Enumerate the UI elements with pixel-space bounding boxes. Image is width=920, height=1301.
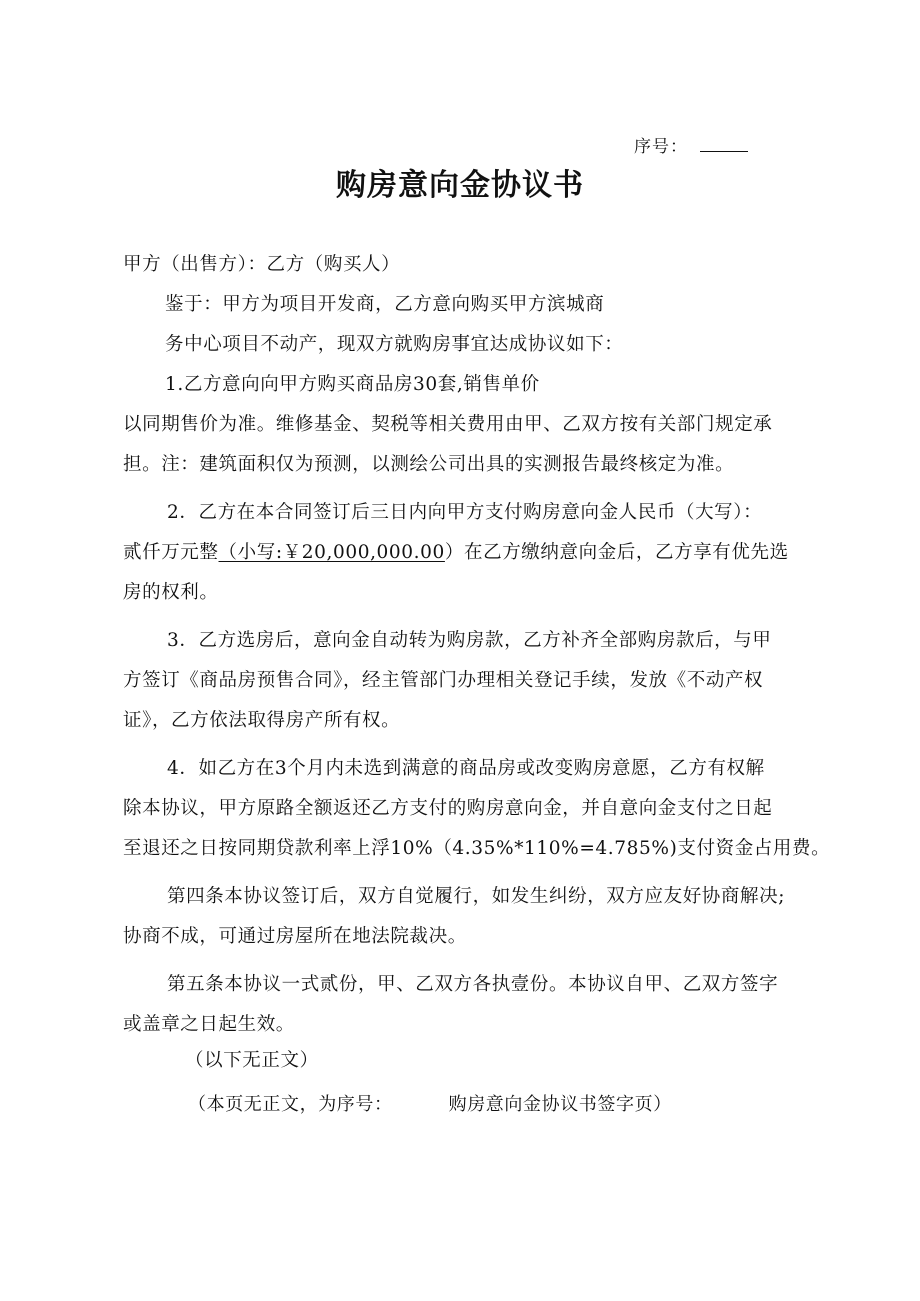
- signature-page-note: [188, 1090, 672, 1116]
- clause-1-line-3: 担。注：建筑面积仅为预测，以测绘公司出具的实测报告最终核定为准。: [123, 454, 735, 475]
- clause-4-line-3: 至退还之日按同期贷款利率上浮10%（4.35%*110%=4.785%)支付资金占用费。: [123, 838, 831, 859]
- serial-blank: [700, 139, 748, 152]
- clause-2-line-2-rest: ）在乙方缴纳意向金后，乙方享有优先选: [444, 542, 789, 563]
- end-of-text-note: （以下无正文）: [185, 1050, 319, 1071]
- clause-1-line-2: 以同期售价为准。维修基金、契税等相关费用由甲、乙双方按有关部门规定承: [123, 414, 773, 435]
- clause-3-line-1: 3．乙方选房后，意向金自动转为购房款，乙方补齐全部购房款后，与甲: [167, 630, 772, 651]
- amount-in-words: 贰仟万元整: [123, 542, 219, 563]
- clause-4-line-1: 4．如乙方在3个月内未选到满意的商品房或改变购房意愿，乙方有权解: [167, 758, 765, 779]
- clause-2-line-1: 2．乙方在本合同签订后三日内向甲方支付购房意向金人民币（大写）：: [167, 502, 763, 523]
- clause-3-line-3: 证》，乙方依法取得房产所有权。: [123, 710, 401, 731]
- article-4-line-2: 协商不成，可通过房屋所在地法院裁决。: [123, 926, 467, 947]
- signature-note-part-2: 购房意向金协议书签字页）: [448, 1094, 672, 1115]
- clause-2-line-2: [123, 533, 813, 573]
- article-4-line-1: 第四条本协议签订后，双方自觉履行，如发生纠纷，双方应友好协商解决;: [167, 886, 786, 907]
- clause-4-line-2: 除本协议，甲方原路全额返还乙方支付的购房意向金，并自意向金支付之日起: [123, 798, 773, 819]
- clause-2-line-3: 房的权利。: [123, 582, 219, 603]
- clause-3-line-2: 方签订《商品房预售合同》，经主管部门办理相关登记手续，发放《不动产权: [123, 670, 764, 691]
- serial-label: 序号：: [634, 137, 688, 157]
- signature-note-part-1: （本页无正文，为序号：: [188, 1094, 393, 1115]
- document-body: [123, 245, 831, 1077]
- recital-line-2: 务中心项目不动产，现双方就购房事宜达成协议如下：: [165, 334, 624, 355]
- amount-in-figures: （小写:￥20,000,000.00: [218, 542, 445, 563]
- article-5-line-1: 第五条本协议一式贰份，甲、乙双方各执壹份。本协议自甲、乙双方签字: [167, 974, 779, 995]
- clause-1-line-1: 1.乙方意向向甲方购买商品房30套,销售单价: [165, 374, 540, 395]
- article-5-line-2: 或盖章之日起生效。: [123, 1014, 295, 1035]
- recital-line-1: 鉴于：甲方为项目开发商，乙方意向购买甲方滨城商: [165, 294, 605, 315]
- document-title: 购房意向金协议书: [336, 168, 584, 203]
- parties-line: 甲方（出售方）：乙方（购买人）: [123, 254, 401, 275]
- serial-number: [634, 132, 748, 157]
